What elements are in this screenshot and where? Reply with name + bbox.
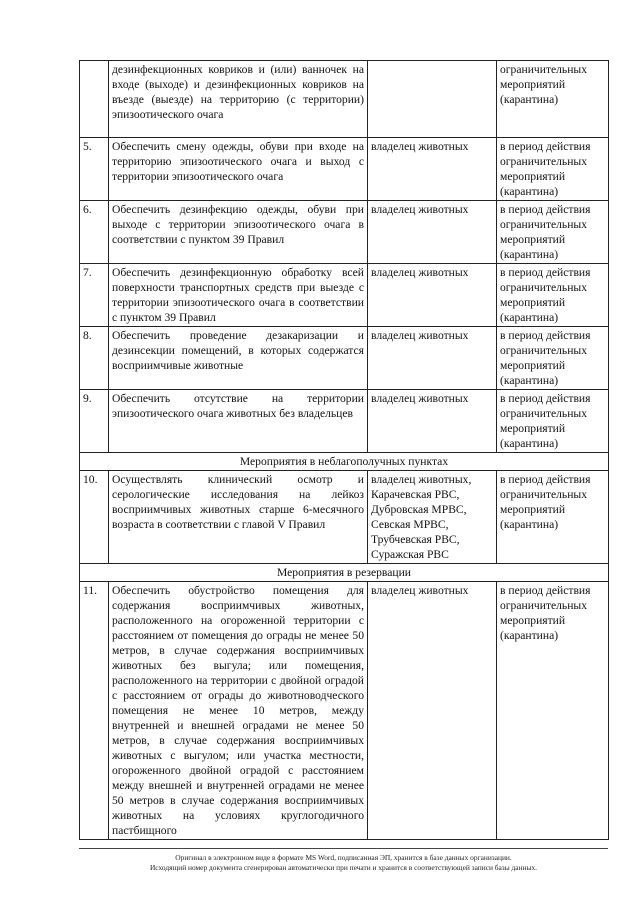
row-measure: Обеспечить проведение дезакаризации и дезинсекции помещений, в которых содержатся восприимчивые животные — [109, 327, 368, 390]
table-row — [80, 201, 609, 264]
table-row — [80, 582, 609, 840]
page-footer — [79, 848, 608, 873]
table-row — [80, 138, 609, 201]
section-heading: Мероприятия в резервации — [80, 564, 609, 582]
row-measure: Обеспечить отсутствие на территории эпизоотического очага животных без владельцев — [109, 390, 368, 453]
row-measure: дезинфекционных ковриков и (или) ванночек на входе (выходе) и дезинфекционных ковриков на въезде (выезде) на территорию (с территории) эпизоотического очага — [109, 61, 368, 138]
table-row — [80, 390, 609, 453]
row-responsible: владелец животных — [368, 138, 497, 201]
section-row — [80, 564, 609, 582]
row-term: в период действия ограничительных мероприятий (карантина) — [497, 471, 609, 564]
row-term: в период действия ограничительных мероприятий (карантина) — [497, 138, 609, 201]
row-measure: Обеспечить дезинфекцию одежды, обуви при выходе с территории эпизоотического очага в соответствии с пунктом 39 Правил — [109, 201, 368, 264]
row-measure: Обеспечить дезинфекционную обработку всей поверхности транспортных средств при выезде с территории эпизоотического очага в соответствии с пунктом 39 Правил — [109, 264, 368, 327]
row-measure: Обеспечить смену одежды, обуви при входе на территорию эпизоотического очага и выход с территории эпизоотического очага — [109, 138, 368, 201]
row-responsible: владелец животных — [368, 201, 497, 264]
table-row — [80, 327, 609, 390]
row-number — [80, 61, 109, 138]
row-number: 10. — [80, 471, 109, 564]
table-row — [80, 471, 609, 564]
row-term: в период действия ограничительных мероприятий (карантина) — [497, 390, 609, 453]
row-responsible: владелец животных — [368, 582, 497, 840]
table-row — [80, 264, 609, 327]
section-row — [80, 453, 609, 471]
row-responsible: владелец животных — [368, 264, 497, 327]
row-number: 11. — [80, 582, 109, 840]
row-term: ограничительных мероприятий (карантина) — [497, 61, 609, 138]
section-heading: Мероприятия в неблагополучных пунктах — [80, 453, 609, 471]
row-responsible: владелец животных — [368, 390, 497, 453]
row-responsible: владелец животных, Карачевская РВС, Дубровская МРВС, Севская МРВС, Трубчевская РВС, Суражская РВС — [368, 471, 497, 564]
row-responsible: владелец животных — [368, 327, 497, 390]
row-number: 8. — [80, 327, 109, 390]
footer-line: Исходящий номер документа сгенерирован автоматически при печати и хранится в соответствующей записи базы данных. — [149, 863, 538, 872]
row-measure: Обеспечить обустройство помещения для содержания восприимчивых животных, расположенного на огороженной территории с расстоянием от помещения до ограды не менее 50 метров, в случае содержания восприимчивых животных без выгула; или помещения, расположенного на территории с двойной оградой с расстоянием от ограды до животноводческого помещения не менее 10 метров, между внутренней и внешней оградами не менее 50 метров, в случае содержания восприимчивых животных с выгулом; или участка местности, огороженного двойной оградой с расстоянием между внешней и внутренней оградами не менее 50 метров в случае содержания восприимчивых животных на условиях круглогодичного пастбищного — [109, 582, 368, 840]
row-term: в период действия ограничительных мероприятий (карантина) — [497, 327, 609, 390]
footer-line: Оригинал в электронном виде в формате MS Word, подписанная ЭП, хранится в базе данных организации. — [175, 853, 512, 862]
row-term: в период действия ограничительных мероприятий (карантина) — [497, 582, 609, 840]
measures-table — [79, 60, 609, 840]
row-term: в период действия ограничительных мероприятий (карантина) — [497, 264, 609, 327]
row-responsible — [368, 61, 497, 138]
table-row — [80, 61, 609, 138]
row-measure: Осуществлять клинический осмотр и серологические исследования на лейкоз восприимчивых животных старше 6-месячного возраста в соответствии с главой V Правил — [109, 471, 368, 564]
row-term: в период действия ограничительных мероприятий (карантина) — [497, 201, 609, 264]
row-number: 7. — [80, 264, 109, 327]
row-number: 9. — [80, 390, 109, 453]
row-number: 6. — [80, 201, 109, 264]
row-number: 5. — [80, 138, 109, 201]
